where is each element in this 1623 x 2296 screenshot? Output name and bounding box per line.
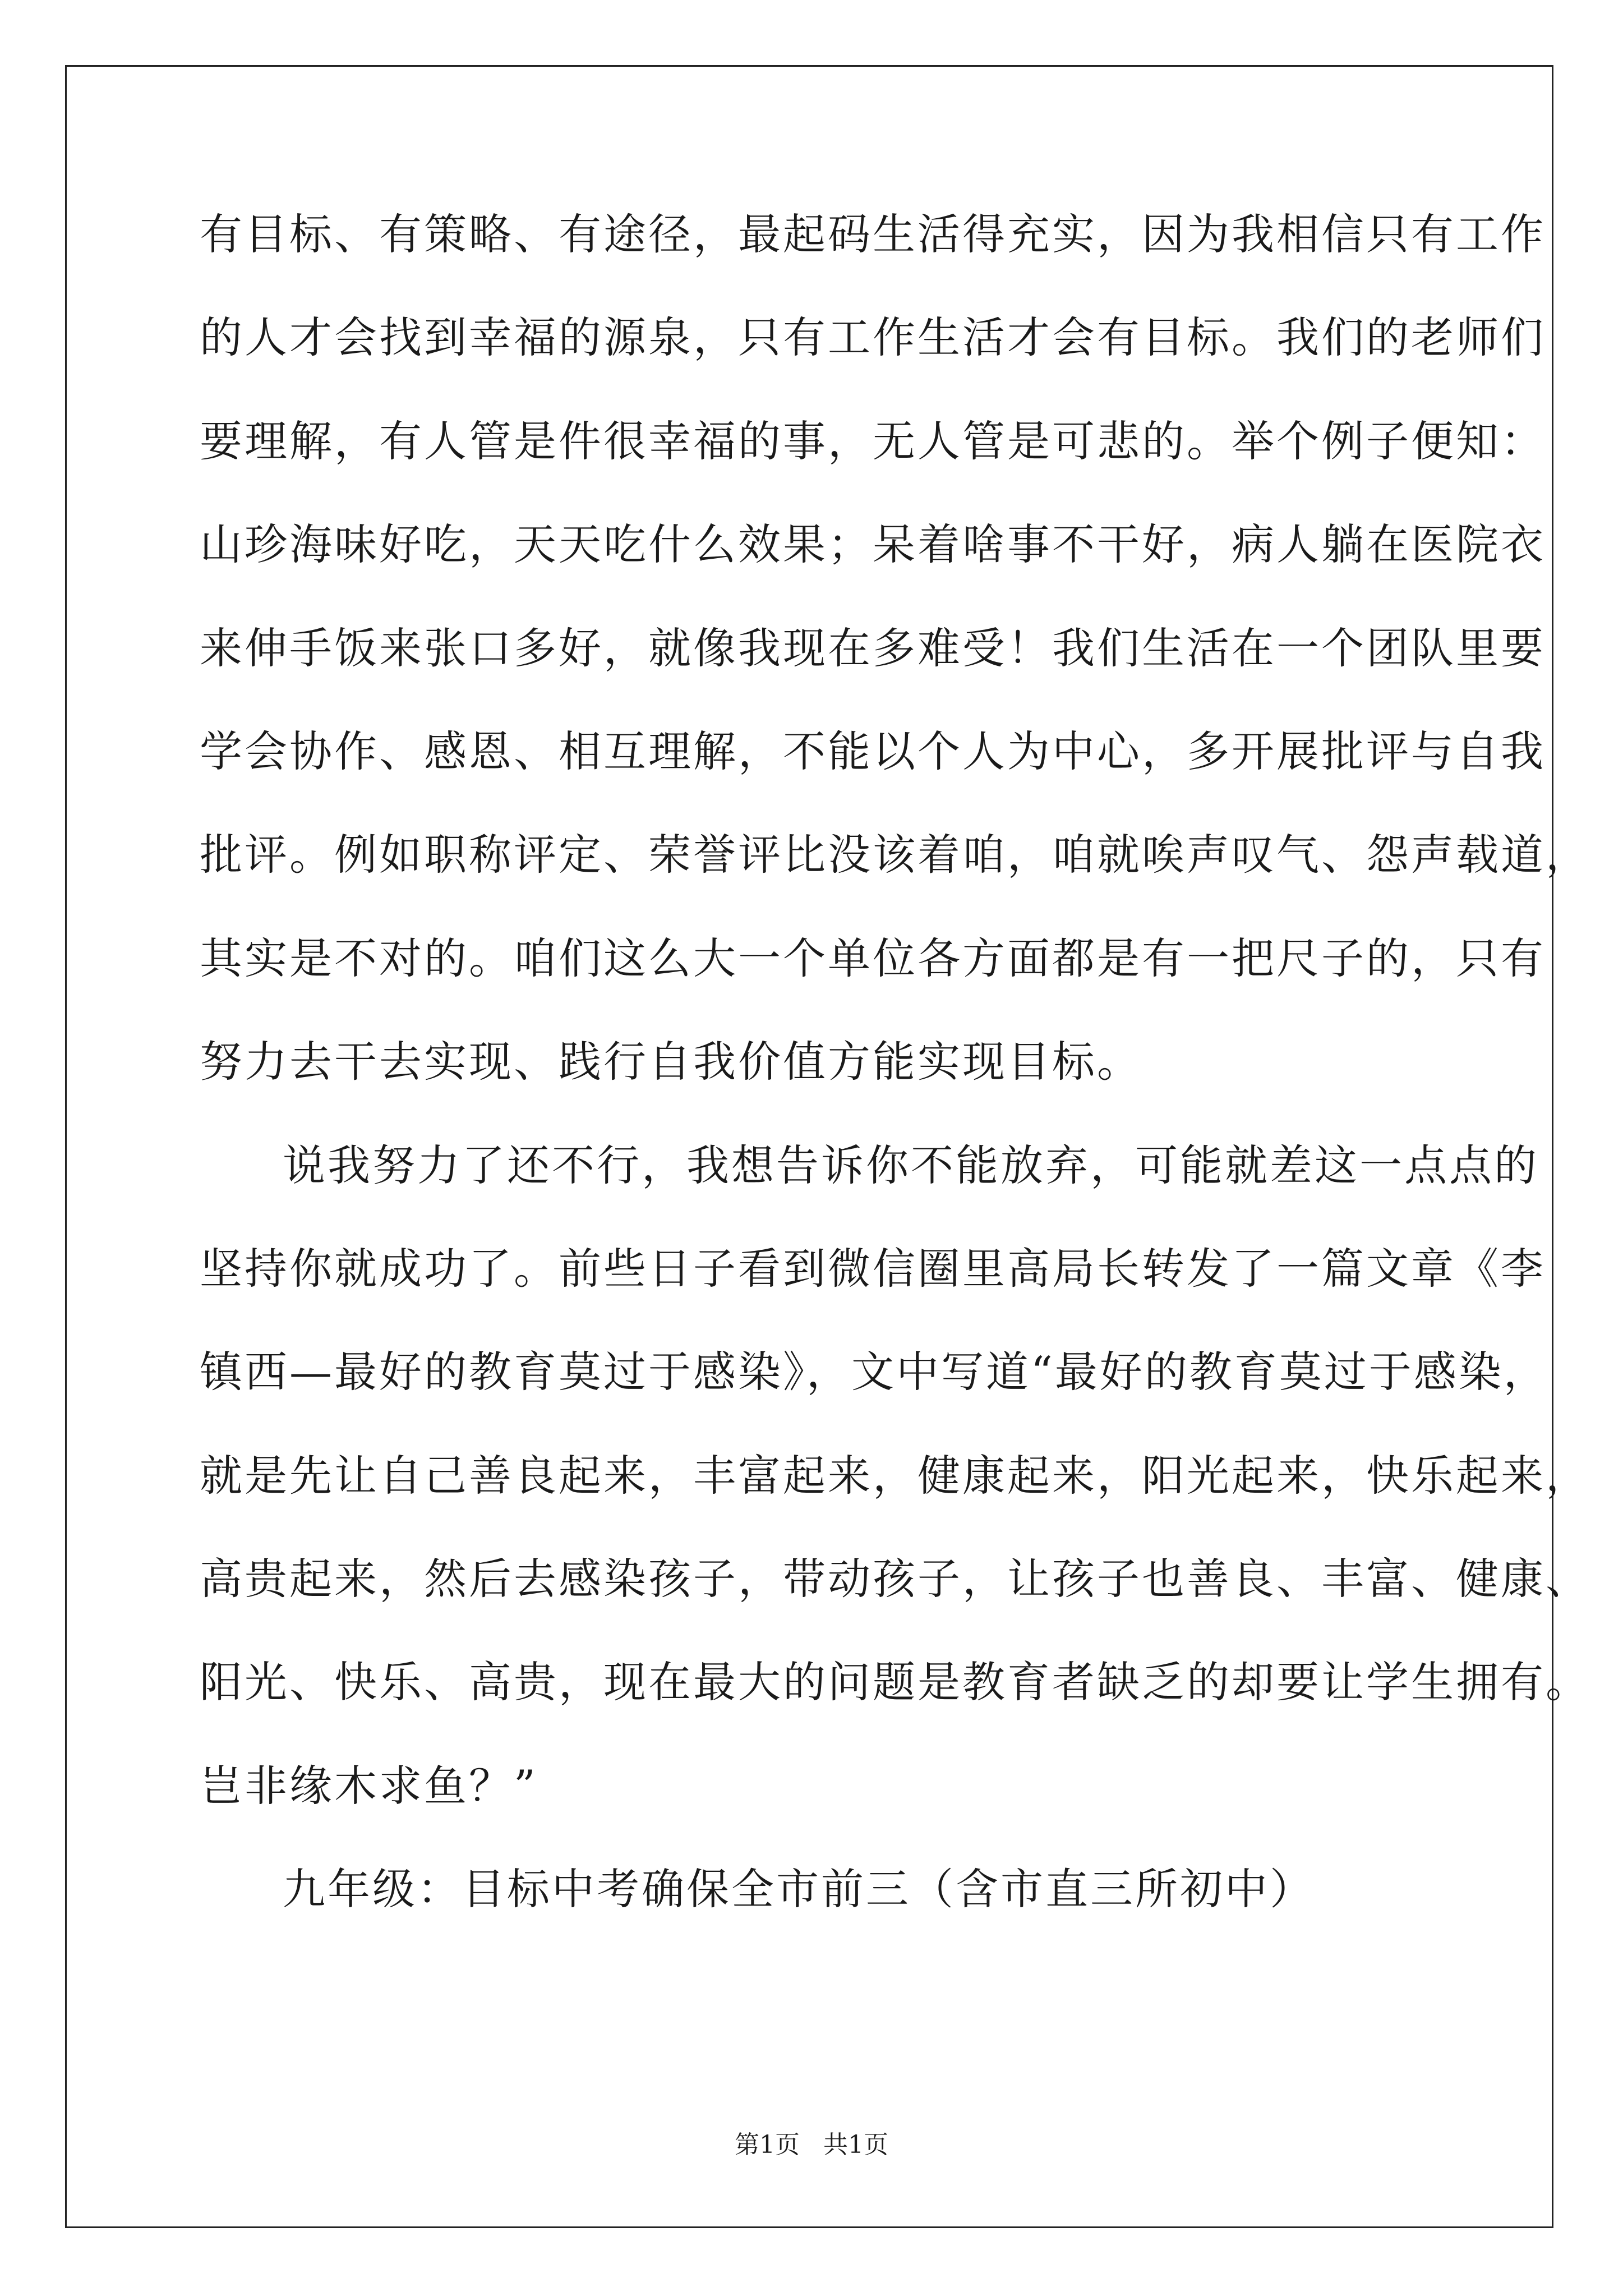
text-line: 来伸手饭来张口多好，就像我现在多难受！我们生活在一个团队里要 — [200, 623, 1546, 673]
text-line: 批评。例如职称评定、荣誉评比没该着咱，咱就唉声叹气、怨声载道， — [200, 830, 1590, 880]
paragraph-first-line: 九年级：目标中考确保全市前三（含市直三所初中） — [283, 1864, 1315, 1915]
text-line: 岂非缘木求鱼？” — [200, 1760, 538, 1811]
text-line: 镇西—最好的教育莫过于感染》，文中写道“最好的教育莫过于感染， — [200, 1347, 1548, 1397]
text-line: 有目标、有策略、有途径，最起码生活得充实，因为我相信只有工作 — [200, 209, 1546, 259]
text-line: 山珍海味好吃，天天吃什么效果；呆着啥事不干好，病人躺在医院衣 — [200, 519, 1546, 570]
text-line: 的人才会找到幸福的源泉，只有工作生活才会有目标。我们的老师们 — [200, 312, 1546, 363]
text-line: 其实是不对的。咱们这么大一个单位各方面都是有一把尺子的，只有 — [200, 933, 1546, 983]
text-line: 就是先让自己善良起来，丰富起来，健康起来，阳光起来，快乐起来， — [200, 1450, 1590, 1501]
document-body — [200, 209, 1590, 1972]
text-line: 坚持你就成功了。前些日子看到微信圈里高局长转发了一篇文章《李 — [200, 1243, 1546, 1294]
text-line: 努力去干去实现、践行自我价值方能实现目标。 — [200, 1037, 1142, 1087]
text-line: 要理解，有人管是件很幸福的事，无人管是可悲的。举个例子便知： — [200, 416, 1546, 466]
page-footer: 第1页 共1页 — [735, 2131, 888, 2159]
text-line: 阳光、快乐、高贵，现在最大的问题是教育者缺乏的却要让学生拥有。 — [200, 1657, 1590, 1708]
paragraph-first-line: 说我努力了还不行，我想告诉你不能放弃，可能就差这一点点的 — [283, 1140, 1539, 1190]
text-line: 高贵起来，然后去感染孩子，带动孩子，让孩子也善良、丰富、健康、 — [200, 1554, 1590, 1604]
text-line: 学会协作、感恩、相互理解，不能以个人为中心，多开展批评与自我 — [200, 726, 1546, 776]
